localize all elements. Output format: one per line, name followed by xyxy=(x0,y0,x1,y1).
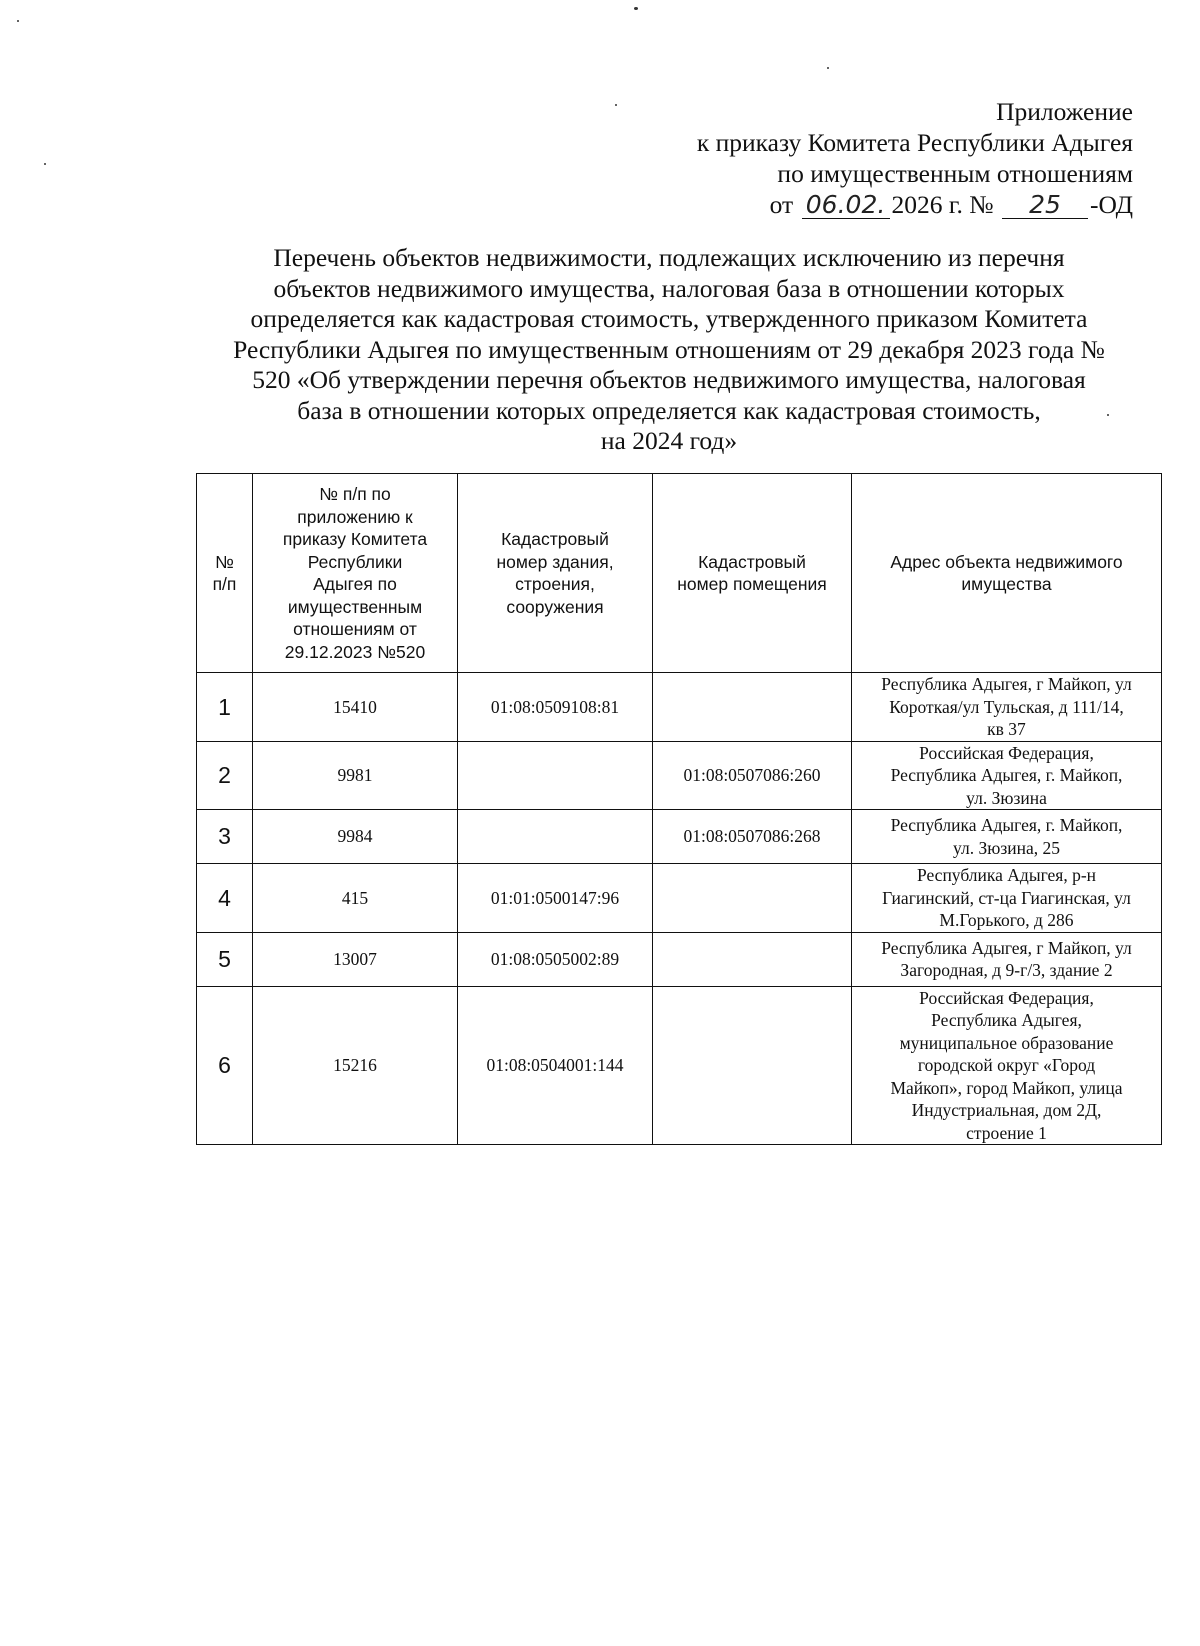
appendix-header xyxy=(697,96,1133,220)
appendix-suffix: -ОД xyxy=(1089,190,1133,219)
row-num: 2 xyxy=(197,741,253,810)
row-building-cadastral: 01:08:0504001:144 xyxy=(458,986,653,1145)
row-building-cadastral: 01:08:0505002:89 xyxy=(458,932,653,986)
row-address xyxy=(852,741,1162,810)
table-row xyxy=(197,673,1162,742)
row-room-cadastral: 01:08:0507086:260 xyxy=(653,741,852,810)
row-num: 1 xyxy=(197,673,253,742)
header-ref xyxy=(253,474,458,673)
address-line: Российская Федерация, xyxy=(919,987,1094,1008)
header-room-line: Кадастровый xyxy=(698,551,806,572)
header-building-line: сооружения xyxy=(506,596,604,617)
appendix-title: Приложение xyxy=(996,97,1133,126)
address-line: Республика Адыгея, г Майкоп, ул xyxy=(881,674,1132,694)
row-ref: 13007 xyxy=(253,932,458,986)
address-line: городской округ «Город xyxy=(917,1055,1096,1075)
property-table xyxy=(196,473,1162,1145)
header-address xyxy=(852,474,1162,673)
row-building-cadastral xyxy=(458,810,653,864)
scan-speck xyxy=(17,20,19,22)
row-num: 6 xyxy=(197,986,253,1145)
row-ref: 15216 xyxy=(253,986,458,1145)
table-header-row xyxy=(197,474,1162,673)
document-title xyxy=(200,243,1138,457)
header-ref-line: отношениям от xyxy=(293,619,417,639)
header-num-line: п/п xyxy=(212,574,237,594)
row-building-cadastral: 01:08:0509108:81 xyxy=(458,673,653,742)
handwritten-number: 25 xyxy=(1002,192,1088,219)
appendix-order-ref: к приказу Комитета Республики Адыгея xyxy=(696,128,1133,157)
address-line: ул. Зюзина xyxy=(966,787,1047,808)
address-line: ул. Зюзина, 25 xyxy=(953,837,1060,858)
address-line: М.Горького, д 286 xyxy=(939,910,1074,930)
row-ref: 415 xyxy=(253,864,458,933)
row-building-cadastral: 01:01:0500147:96 xyxy=(458,864,653,933)
header-ref-line: Адыгея по xyxy=(313,574,397,594)
table-row xyxy=(197,741,1162,810)
header-num xyxy=(197,474,253,673)
title-line: объектов недвижимого имущества, налоговая база в отношении которых xyxy=(273,273,1065,303)
row-address xyxy=(852,864,1162,933)
address-line: муниципальное образование xyxy=(899,1032,1114,1053)
row-num: 4 xyxy=(197,864,253,933)
table-row xyxy=(197,810,1162,864)
row-ref: 9984 xyxy=(253,810,458,864)
header-ref-line: 29.12.2023 №520 xyxy=(284,641,426,662)
address-line: Республика Адыгея, г. Майкоп, xyxy=(890,815,1123,835)
appendix-date-line xyxy=(697,189,1133,220)
address-line: Майкоп», город Майкоп, улица xyxy=(890,1077,1123,1098)
header-building-line: номер здания, xyxy=(496,551,614,572)
address-line: Республика Адыгея, xyxy=(931,1010,1082,1030)
header-ref-line: имущественным xyxy=(287,596,423,617)
title-line: 520 «Об утверждении перечня объектов недвижимого имущества, налоговая xyxy=(252,365,1086,394)
title-line: база в отношении которых определяется как кадастровая стоимость, xyxy=(297,395,1041,425)
header-ref-line: приказу Комитета xyxy=(282,529,428,549)
row-num: 3 xyxy=(197,810,253,864)
address-line: Гиагинский, ст-ца Гиагинская, ул xyxy=(882,887,1131,908)
title-line: определяется как кадастровая стоимость, утвержденного приказом Комитета xyxy=(250,304,1088,333)
scan-speck xyxy=(44,163,46,165)
address-line: Российская Федерация, xyxy=(919,742,1094,763)
header-building-cadastral xyxy=(458,474,653,673)
header-building-line: Кадастровый xyxy=(501,529,609,549)
scan-speck xyxy=(634,7,638,10)
row-room-cadastral xyxy=(653,864,852,933)
header-room-cadastral xyxy=(653,474,852,673)
row-room-cadastral: 01:08:0507086:268 xyxy=(653,810,852,864)
scan-speck xyxy=(615,104,617,106)
scan-speck xyxy=(827,67,829,69)
address-line: Республика Адыгея, г Майкоп, ул xyxy=(881,937,1132,958)
table-row xyxy=(197,864,1162,933)
title-line: на 2024 год» xyxy=(600,426,738,455)
row-address xyxy=(852,986,1162,1145)
handwritten-date: 06.02. xyxy=(802,192,890,219)
header-ref-line: № п/п по xyxy=(319,484,391,504)
row-ref: 15410 xyxy=(253,673,458,742)
row-address xyxy=(852,673,1162,742)
row-address xyxy=(852,810,1162,864)
header-building-line: строения, xyxy=(515,574,595,594)
header-address-line: Адрес объекта недвижимого xyxy=(890,551,1123,572)
header-ref-line: Республики xyxy=(307,551,403,572)
address-line: Республика Адыгея, г. Майкоп, xyxy=(890,765,1123,785)
appendix-prefix: от xyxy=(769,190,794,219)
row-room-cadastral xyxy=(653,673,852,742)
address-line: Индустриальная, дом 2Д, xyxy=(911,1100,1102,1120)
row-building-cadastral xyxy=(458,741,653,810)
header-ref-line: приложению к xyxy=(297,506,413,527)
title-line: Республики Адыгея по имущественным отношениям от 29 декабря 2023 года № xyxy=(233,334,1105,364)
appendix-committee: по имущественным отношениям xyxy=(777,159,1133,188)
table-row xyxy=(197,986,1162,1145)
address-line: кв 37 xyxy=(987,719,1026,739)
row-address xyxy=(852,932,1162,986)
row-room-cadastral xyxy=(653,932,852,986)
address-line: Короткая/ул Тульская, д 111/14, xyxy=(889,696,1124,717)
row-num: 5 xyxy=(197,932,253,986)
row-room-cadastral xyxy=(653,986,852,1145)
address-line: Загородная, д 9-г/3, здание 2 xyxy=(900,960,1113,980)
header-num-line: № xyxy=(215,551,234,572)
row-ref: 9981 xyxy=(253,741,458,810)
address-line: Республика Адыгея, р-н xyxy=(916,865,1097,885)
table-row xyxy=(197,932,1162,986)
title-line: Перечень объектов недвижимости, подлежащих исключению из перечня xyxy=(273,243,1065,272)
header-address-line: имущества xyxy=(961,574,1052,594)
header-room-line: номер помещения xyxy=(677,574,827,594)
appendix-year: 2026 г. № xyxy=(891,190,994,219)
address-line: строение 1 xyxy=(966,1122,1047,1143)
